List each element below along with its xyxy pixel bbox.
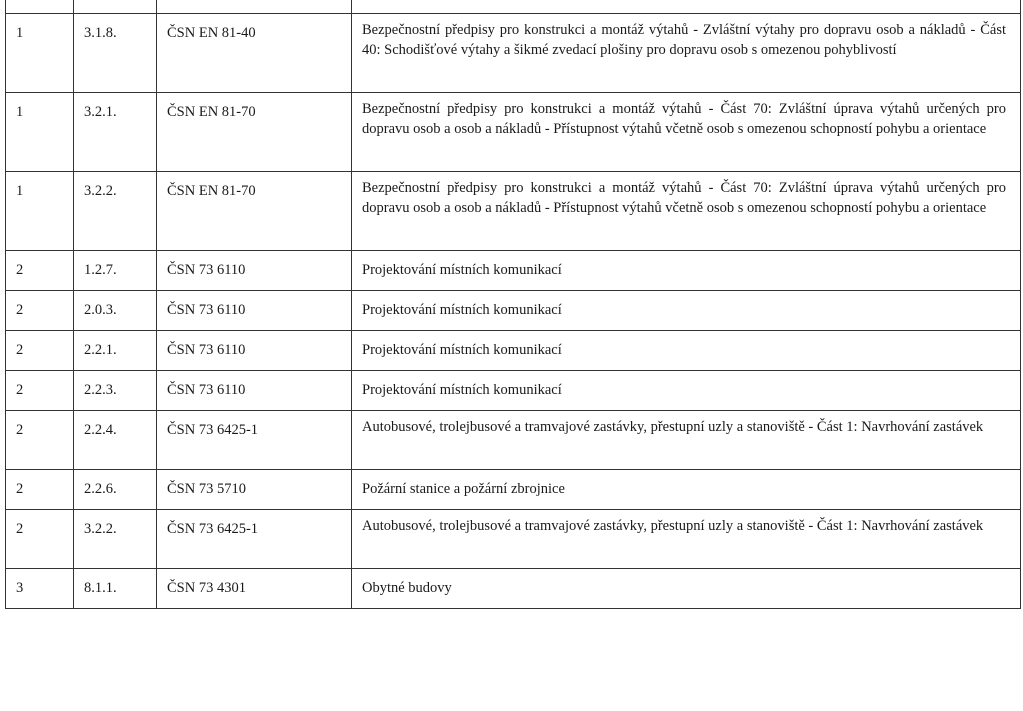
standard-cell: ČSN 73 4301 (157, 569, 352, 609)
section-cell: 8.1.1. (74, 569, 157, 609)
standard-cell (157, 0, 352, 14)
description-cell: Projektování místních komunikací (352, 291, 1021, 331)
section-cell (74, 0, 157, 14)
table-row (6, 291, 1021, 331)
section-cell: 2.0.3. (74, 291, 157, 331)
section-cell: 3.1.8. (74, 14, 157, 93)
standard-cell: ČSN 73 6110 (157, 331, 352, 371)
description-cell: Bezpečnostní předpisy pro konstrukci a montáž výtahů - Zvláštní výtahy pro dopravu osob a nákladů - Část 40: Schodišťové výtahy a šikmé zvedací plošiny pro dopravu osob s omezenou pohyblivostí (352, 14, 1021, 93)
table-row (6, 93, 1021, 172)
section-cell: 2.2.3. (74, 371, 157, 411)
part-cell: 2 (6, 470, 74, 510)
standard-cell: ČSN 73 5710 (157, 470, 352, 510)
table-row (6, 331, 1021, 371)
description-cell: Projektování místních komunikací (352, 331, 1021, 371)
part-cell: 1 (6, 14, 74, 93)
description-text (362, 0, 1006, 1)
section-cell: 3.2.2. (74, 172, 157, 251)
description-cell: Bezpečnostní předpisy pro konstrukci a montáž výtahů - Část 70: Zvláštní úprava výtahů určených pro dopravu osob a osob a nákladů - Přístupnost výtahů včetně osob s omezenou schopností pohybu a orientace (352, 172, 1021, 251)
table-row (6, 251, 1021, 291)
table-row (6, 569, 1021, 609)
standard-cell: ČSN EN 81-70 (157, 93, 352, 172)
description-cell: Obytné budovy (352, 569, 1021, 609)
part-cell: 3 (6, 569, 74, 609)
description-cell: Bezpečnostní předpisy pro konstrukci a montáž výtahů - Část 70: Zvláštní úprava výtahů určených pro dopravu osob a osob a nákladů - Přístupnost výtahů včetně osob s omezenou schopností pohybu a orientace (352, 93, 1021, 172)
section-cell: 1.2.7. (74, 251, 157, 291)
part-cell: 1 (6, 93, 74, 172)
standard-cell: ČSN EN 81-40 (157, 14, 352, 93)
description-cell: Autobusové, trolejbusové a tramvajové zastávky, přestupní uzly a stanoviště - Část 1: Navrhování zastávek (352, 510, 1021, 569)
table-row (6, 470, 1021, 510)
part-cell: 2 (6, 291, 74, 331)
table-row (6, 172, 1021, 251)
section-cell: 3.2.1. (74, 93, 157, 172)
section-cell: 3.2.2. (74, 510, 157, 569)
part-cell: 2 (6, 371, 74, 411)
standards-table (5, 0, 1021, 609)
standard-cell: ČSN 73 6110 (157, 371, 352, 411)
part-cell: 2 (6, 331, 74, 371)
standard-cell: ČSN 73 6425-1 (157, 411, 352, 470)
standard-cell: ČSN EN 81-70 (157, 172, 352, 251)
standard-cell: ČSN 73 6425-1 (157, 510, 352, 569)
description-cell: Požární stanice a požární zbrojnice (352, 470, 1021, 510)
table-row (6, 411, 1021, 470)
standard-cell: ČSN 73 6110 (157, 291, 352, 331)
table-row (6, 14, 1021, 93)
table-row (6, 0, 1021, 14)
table-row (6, 371, 1021, 411)
part-cell: 1 (6, 172, 74, 251)
description-cell: Projektování místních komunikací (352, 251, 1021, 291)
description-cell: Autobusové, trolejbusové a tramvajové zastávky, přestupní uzly a stanoviště - Část 1: Navrhování zastávek (352, 411, 1021, 470)
section-cell: 2.2.4. (74, 411, 157, 470)
section-cell: 2.2.6. (74, 470, 157, 510)
part-cell: 2 (6, 411, 74, 470)
standard-cell: ČSN 73 6110 (157, 251, 352, 291)
description-cell (352, 0, 1021, 14)
part-cell: 2 (6, 510, 74, 569)
part-cell: 2 (6, 251, 74, 291)
table-row (6, 510, 1021, 569)
section-cell: 2.2.1. (74, 331, 157, 371)
part-cell (6, 0, 74, 14)
description-cell: Projektování místních komunikací (352, 371, 1021, 411)
